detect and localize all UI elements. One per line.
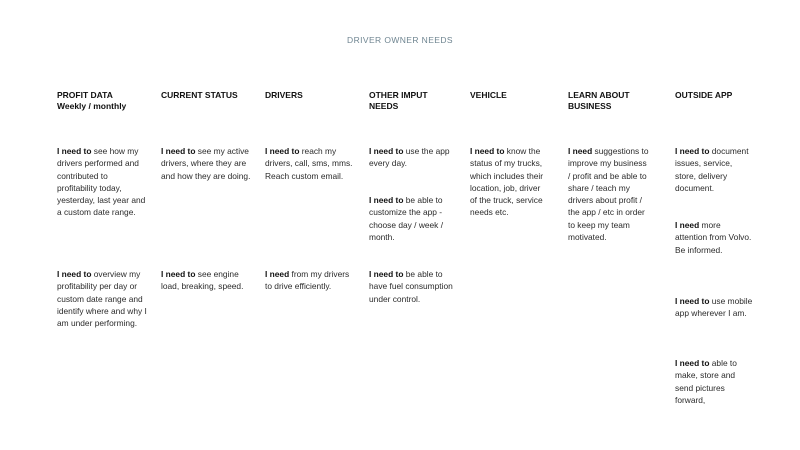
- need-item: [568, 145, 650, 243]
- column-header: [57, 90, 153, 114]
- need-text: document issues, service, store, delivery document.: [675, 146, 749, 193]
- need-item: [57, 145, 149, 219]
- need-item: [675, 145, 755, 194]
- need-item: [369, 268, 461, 305]
- need-lead: I need: [265, 269, 290, 279]
- column-header: [470, 90, 566, 114]
- need-lead: I need to: [265, 146, 300, 156]
- need-item: [369, 194, 461, 243]
- need-lead: I need to: [57, 269, 92, 279]
- need-text: overview my profitability per day or custom date range and identify where and why I am under performing.: [57, 269, 147, 329]
- need-lead: I need to: [161, 269, 196, 279]
- need-item: [369, 145, 461, 170]
- need-lead: I need to: [369, 269, 404, 279]
- need-item: [470, 145, 544, 219]
- need-item: [57, 268, 149, 329]
- need-text: know the status of my trucks, which includes their location, job, driver of the truck, service needs etc.: [470, 146, 544, 218]
- column-header-title: OTHER IMPUT NEEDS: [369, 90, 428, 111]
- column-header: [568, 90, 648, 114]
- column-profit-data: [57, 90, 153, 329]
- column-outside-app: [675, 90, 771, 405]
- need-lead: I need to: [675, 146, 710, 156]
- need-text: use the app every day.: [369, 146, 450, 169]
- need-item: [675, 219, 755, 256]
- column-header: [265, 90, 361, 114]
- column-vehicle: [470, 90, 566, 218]
- column-header-subtitle: Weekly / monthly: [57, 101, 127, 111]
- need-item: [675, 295, 755, 320]
- need-item: [675, 357, 755, 406]
- need-lead: I need to: [161, 146, 196, 156]
- column-drivers: [265, 90, 361, 292]
- column-header-title: OUTSIDE APP: [675, 90, 733, 100]
- need-item: [161, 145, 253, 182]
- column-header-title: PROFIT DATA: [57, 90, 113, 100]
- column-header-title: CURRENT STATUS: [161, 90, 238, 100]
- need-lead: I need to: [369, 195, 404, 205]
- need-text: from my drivers to drive efficiently.: [265, 269, 350, 292]
- need-text: see my active drivers, where they are and how they are doing.: [161, 146, 251, 181]
- column-header-title: VEHICLE: [470, 90, 507, 100]
- need-lead: I need to: [675, 358, 710, 368]
- need-lead: I need to: [675, 296, 710, 306]
- column-header: [161, 90, 257, 114]
- column-other-input-needs: [369, 90, 465, 304]
- need-text: more attention from Volvo. Be informed.: [675, 220, 752, 255]
- need-lead: I need to: [470, 146, 505, 156]
- page-title: DRIVER OWNER NEEDS: [347, 35, 453, 45]
- column-header: [369, 90, 449, 114]
- column-learn-about-business: [568, 90, 664, 243]
- column-header-title: LEARN ABOUT BUSINESS: [568, 90, 630, 111]
- need-item: [265, 268, 357, 293]
- column-header: [675, 90, 771, 114]
- need-text: able to make, store and send pictures forward,: [675, 358, 737, 405]
- need-text: suggestions to improve my business / profit and be able to share / teach my drivers about profit / the app / etc in order to keep my team motivated.: [568, 146, 649, 243]
- column-current-status: [161, 90, 257, 292]
- need-lead: I need: [675, 220, 700, 230]
- need-item: [161, 268, 253, 293]
- need-text: see how my drivers performed and contributed to profitability today, yesterday, last year and a custom date range.: [57, 146, 146, 218]
- need-lead: I need to: [369, 146, 404, 156]
- column-header-title: DRIVERS: [265, 90, 303, 100]
- need-item: [265, 145, 357, 182]
- need-text: see engine load, breaking, speed.: [161, 269, 244, 292]
- need-lead: I need: [568, 146, 593, 156]
- need-text: be able to have fuel consumption under control.: [369, 269, 453, 304]
- need-lead: I need to: [57, 146, 92, 156]
- need-text: be able to customize the app - choose day / week / month.: [369, 195, 444, 242]
- need-text: use mobile app wherever I am.: [675, 296, 753, 319]
- need-text: reach my drivers, call, sms, mms. Reach custom email.: [265, 146, 353, 181]
